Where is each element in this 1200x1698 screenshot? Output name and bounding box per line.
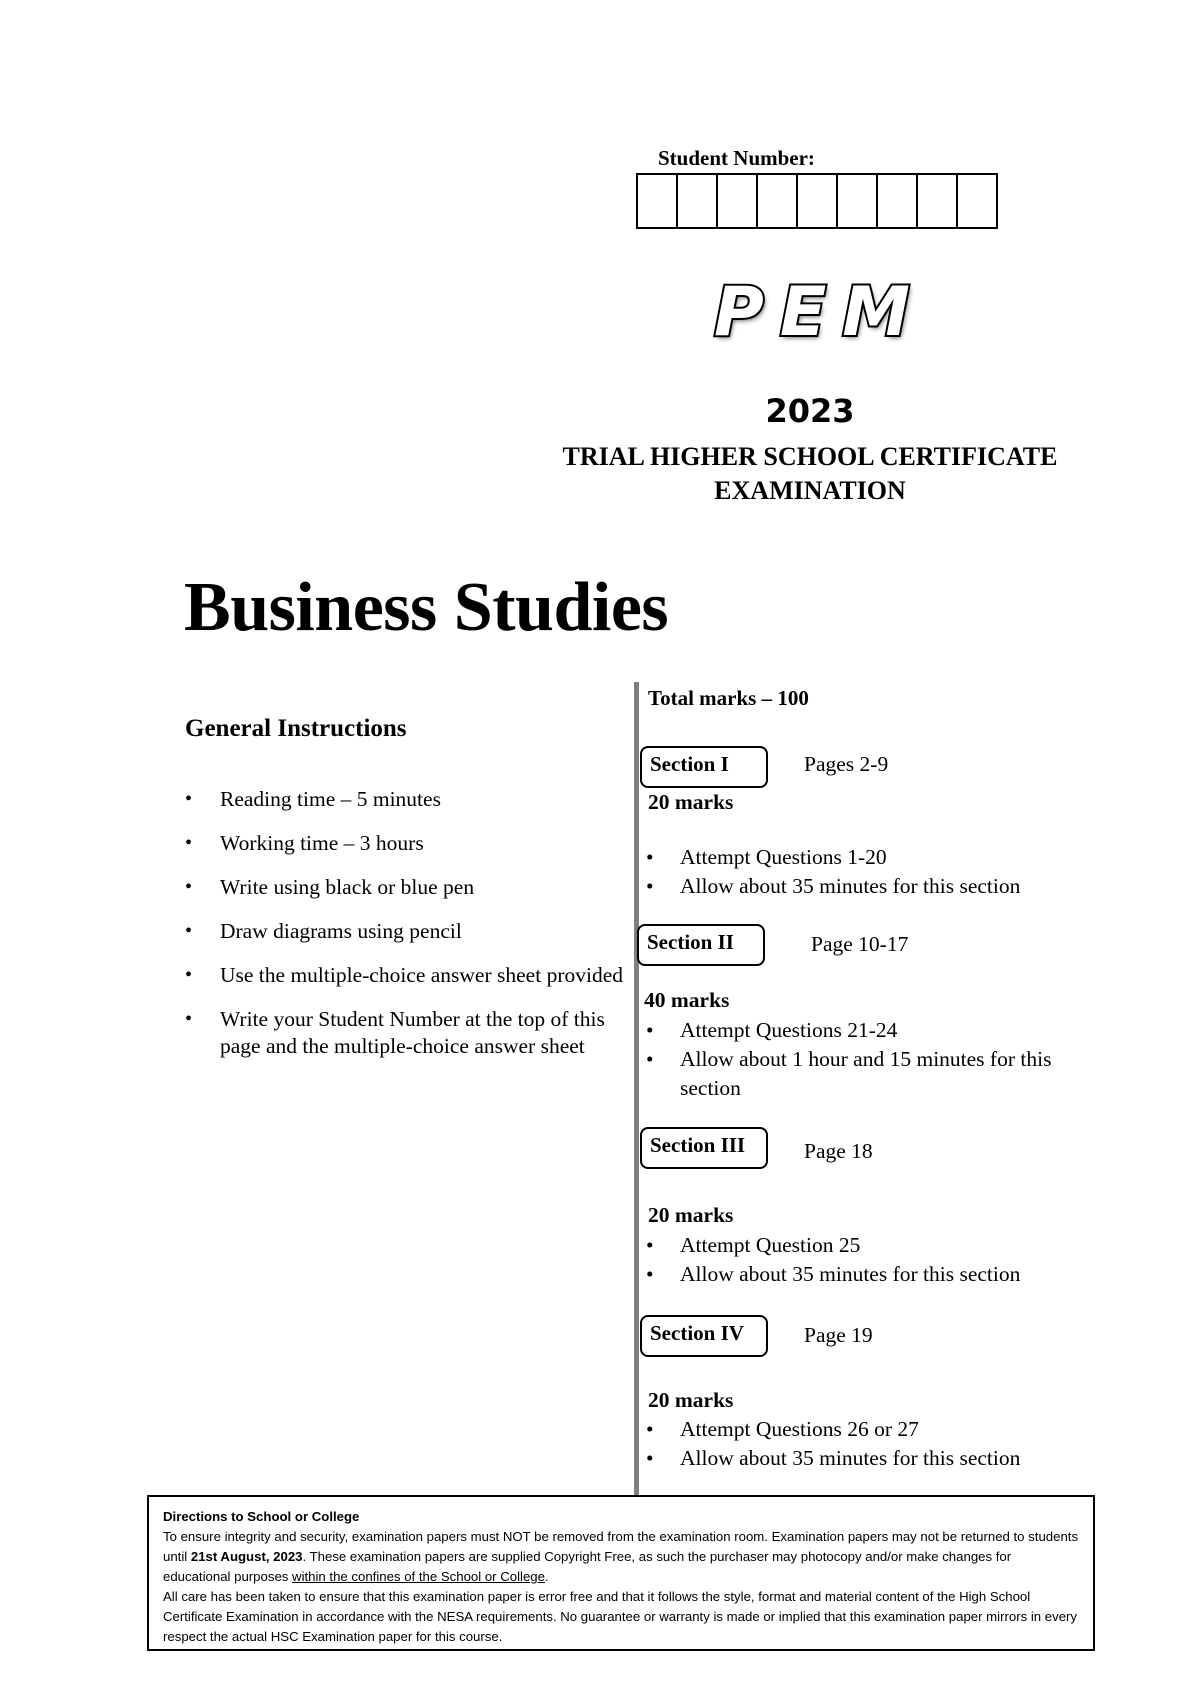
section-bullet: • Attempt Questions 1-20 (646, 843, 1116, 872)
section-3-marks: 20 marks (648, 1203, 734, 1227)
general-instructions-heading: General Instructions (185, 715, 407, 742)
student-number-digit-box[interactable] (878, 175, 918, 227)
directions-paragraph-1 (163, 1527, 1079, 1587)
student-number-boxes[interactable] (636, 173, 998, 229)
directions-box (147, 1495, 1095, 1651)
section-3-label: Section III (640, 1127, 768, 1169)
section-1-pages: Pages 2-9 (804, 752, 889, 776)
section-bullet: • Allow about 35 minutes for this section (646, 872, 1116, 901)
student-number-digit-box[interactable] (638, 175, 678, 227)
section-1-marks: 20 marks (648, 790, 734, 814)
section-bullet: • Allow about 35 minutes for this section (646, 1260, 1116, 1289)
exam-year: 2023 (765, 392, 855, 430)
section-4-bullets (646, 1415, 1116, 1473)
column-divider (634, 682, 639, 1496)
section-bullet: • Allow about 35 minutes for this section (646, 1444, 1116, 1473)
student-number-digit-box[interactable] (758, 175, 798, 227)
section-1-label: Section I (640, 746, 768, 788)
section-bullet: • Attempt Questions 26 or 27 (646, 1415, 1116, 1444)
directions-text: . These examination papers are supplied Copyright Free, as such the purchaser may photocopy and/or make changes for educational purposes (163, 1549, 1012, 1584)
return-date: 21st August, 2023 (190, 1549, 303, 1564)
student-number-digit-box[interactable] (838, 175, 878, 227)
instruction-item: • Reading time – 5 minutes (185, 786, 625, 813)
section-bullet: • Attempt Questions 21-24 (646, 1016, 1116, 1045)
section-3-bullets (646, 1231, 1116, 1289)
section-2-marks: 40 marks (644, 988, 730, 1012)
directions-title: Directions to School or College (163, 1509, 360, 1524)
instruction-item: • Write using black or blue pen (185, 874, 625, 901)
pem-logo (700, 262, 940, 362)
section-4-marks: 20 marks (648, 1388, 734, 1412)
exam-title-line-2: EXAMINATION (714, 476, 906, 505)
student-number-digit-box[interactable] (718, 175, 758, 227)
directions-paragraph-2: All care has been taken to ensure that this examination paper is error free and that it follows the style, format and material content of the High School Certificate Examination in accordance with the NESA requirements. No guarantee or warranty is made or implied that this examination paper mirrors in every respect the actual HSC Examination paper for this course. (163, 1589, 1078, 1644)
student-number-digit-box[interactable] (678, 175, 718, 227)
section-2-label: Section II (637, 924, 765, 966)
directions-underlined-text: within the confines of the School or College (292, 1569, 545, 1584)
instruction-item: • Use the multiple-choice answer sheet provided (185, 962, 625, 989)
section-4-label: Section IV (640, 1315, 768, 1357)
section-3-pages: Page 18 (804, 1139, 873, 1163)
student-number-digit-box[interactable] (958, 175, 996, 227)
student-number-digit-box[interactable] (798, 175, 838, 227)
section-bullet: • Allow about 1 hour and 15 minutes for this section (646, 1045, 1116, 1103)
directions-text: To ensure integrity and security, examination papers must NOT be removed from the examination room. Examination papers may not be returned to students until (163, 1529, 1079, 1564)
student-number-label: Student Number: (658, 146, 815, 170)
section-4-pages: Page 19 (804, 1323, 873, 1347)
student-number-digit-box[interactable] (918, 175, 958, 227)
directions-text: . (544, 1569, 549, 1584)
general-instructions-list (185, 786, 625, 1077)
instruction-item: • Write your Student Number at the top of this page and the multiple-choice answer sheet (185, 1006, 625, 1060)
section-2-bullets (646, 1016, 1116, 1103)
instruction-item: • Working time – 3 hours (185, 830, 625, 857)
section-2-pages: Page 10-17 (811, 932, 909, 956)
total-marks: Total marks – 100 (648, 686, 809, 710)
section-bullet: • Attempt Question 25 (646, 1231, 1116, 1260)
logo-text: PEM (714, 272, 926, 352)
exam-title-line-1: TRIAL HIGHER SCHOOL CERTIFICATE (562, 442, 1058, 471)
subject-title: Business Studies (184, 569, 669, 646)
section-1-bullets (646, 843, 1116, 901)
exam-title (560, 440, 1060, 508)
instruction-item: • Draw diagrams using pencil (185, 918, 625, 945)
